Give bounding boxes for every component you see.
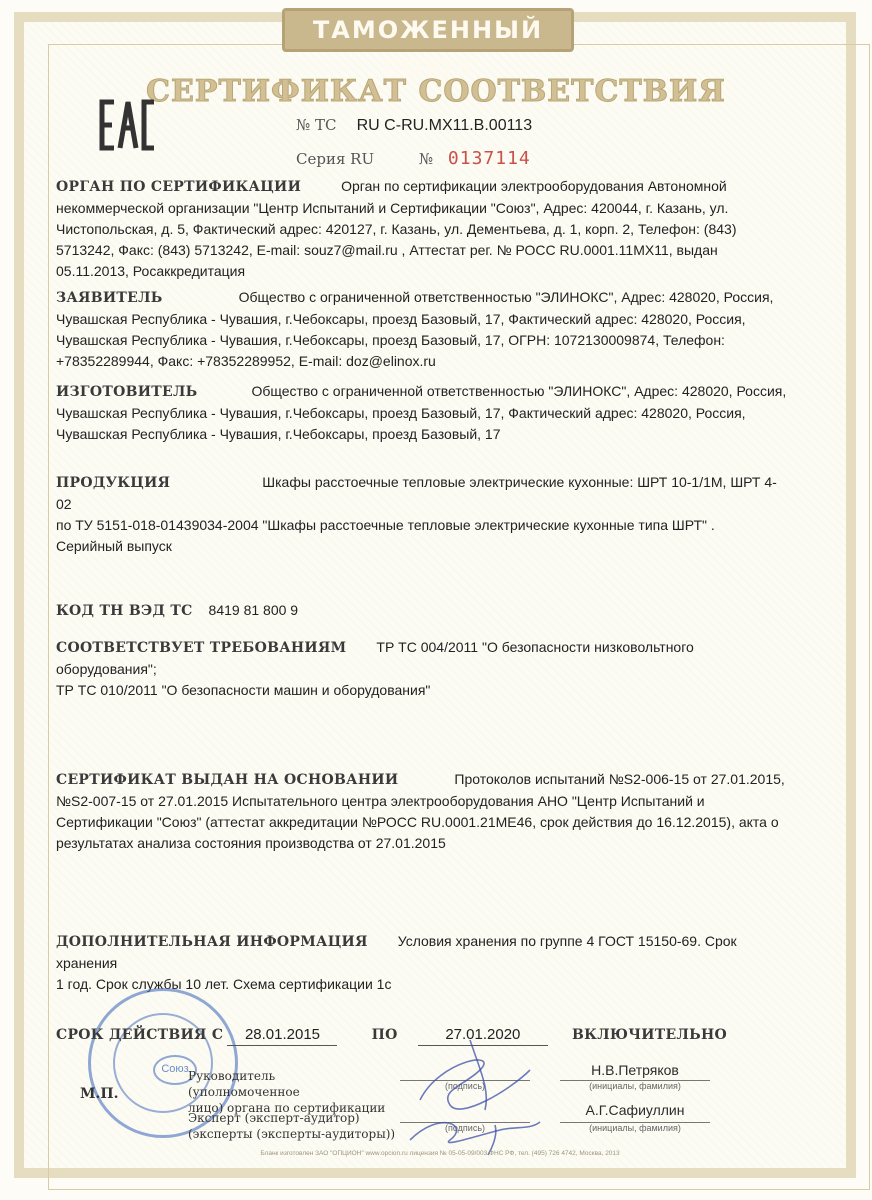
validity-date-to: 27.01.2020 (418, 1024, 548, 1046)
certificate-number: RU C-RU.MX11.B.00113 (356, 117, 533, 134)
section-manufacturer (56, 381, 792, 445)
section-header: ДОПОЛНИТЕЛЬНАЯ ИНФОРМАЦИЯ (56, 934, 368, 950)
section-header: ПРОДУКЦИЯ (56, 475, 171, 491)
section-product (56, 472, 792, 557)
validity-label-to: ПО (371, 1027, 398, 1043)
head-label-line1: Руководитель (уполномоченное (188, 1069, 300, 1099)
section-additional-info (56, 931, 792, 995)
expert-name-caption: (инициалы, фамилия) (589, 1123, 681, 1133)
section-text-first: Общество с ограниченной ответственностью "ЭЛИНОКС", Адрес: 428020, Россия, (238, 289, 774, 305)
expert-label (188, 1110, 408, 1142)
section-header: ОРГАН ПО СЕРТИФИКАЦИИ (56, 179, 302, 195)
validity-date-from: 28.01.2015 (227, 1024, 337, 1046)
form-number: 0137114 (447, 148, 531, 169)
expert-name-line (560, 1122, 710, 1133)
seal-place-label: М.П. (80, 1086, 119, 1102)
section-text: по ТУ 5151-018-01439034-2004 "Шкафы расстоечные тепловые электрические кухонные типа ШРТ" . (56, 517, 715, 533)
section-text: №S2-007-15 от 27.01.2015 Испытательного центра электрооборудования АНО "Центр Испытаний и Сертификации "Союз" (аттестат аккредитации №РОСС RU.0001.21МЕ46, срок действия до 16.12.2015), акта о результатах анализа состояния производства от 27.01.2015 (56, 793, 779, 851)
section-text: Чувашская Республика - Чувашия, г.Чебоксары, проезд Базовый, 17, Фактический адрес: 428020, Россия, Чувашская Республика - Чувашия, г.Чебоксары, проезд Базовый, 17, ОГРН: 1072130009874, Телефон: +78352289944, Факс: +78352289952, E-mail: doz@elinox.ru (56, 311, 746, 369)
section-certification-body (56, 176, 792, 282)
expert-signature-caption: (подпись) (444, 1123, 486, 1133)
handwritten-signatures (380, 1030, 560, 1160)
section-text: ТР ТС 010/2011 "О безопасности машин и оборудования" (56, 682, 431, 698)
section-issued-basis (56, 769, 792, 854)
validity-label-inclusive: ВКЛЮЧИТЕЛЬНО (572, 1027, 728, 1043)
section-header: ЗАЯВИТЕЛЬ (56, 290, 163, 306)
expert-name: А.Г.Сафиуллин (585, 1102, 685, 1118)
customs-union-banner: ТАМОЖЕННЫЙ СОЮЗ (282, 8, 574, 52)
section-requirements (56, 637, 792, 701)
section-text-first: Шкафы расстоечные тепловые электрические кухонные: ШРТ 10-1/1М, ШРТ 4-02 (56, 474, 777, 512)
stamp-center-logo: Союз (153, 1055, 197, 1085)
section-text-first: Общество с ограниченной ответственностью "ЭЛИНОКС", Адрес: 428020, Россия, (251, 383, 787, 399)
expert-label-line1: Эксперт (эксперт-аудитор) (188, 1111, 360, 1125)
section-header: КОД ТН ВЭД ТС (56, 603, 193, 619)
head-signature-caption: (подпись) (444, 1081, 486, 1091)
hs-code-value: 8419 81 800 9 (208, 602, 299, 618)
section-text-first: Протоколов испытаний №S2-006-15 от 27.01.2015, (454, 771, 785, 787)
section-text: Чувашская Республика - Чувашия, г.Чебоксары, проезд Базовый, 17, Фактический адрес: 428020, Россия, Чувашская Республика - Чувашия, г.Чебоксары, проезд Базовый, 17 (56, 405, 746, 442)
validity-label-from: СРОК ДЕЙСТВИЯ С (56, 1027, 224, 1043)
head-name: Н.В.Петряков (591, 1062, 679, 1078)
certificate-number-line (296, 116, 532, 135)
number-label: № ТС (296, 116, 337, 134)
section-text-first: Условия хранения по группе 4 ГОСТ 15150-69. Срок хранения (56, 933, 737, 971)
eac-logo (98, 96, 158, 154)
print-footer: Бланк изготовлен ЗАО "ОПЦИОН" www.opcion.ru лицензия № 05-05-09/003 ФНС РФ, тел. (495) 726 4742, Москва, 2013 (260, 1150, 620, 1157)
head-name-line (560, 1080, 710, 1091)
section-hs-code (56, 600, 792, 622)
head-name-caption: (инициалы, фамилия) (589, 1081, 681, 1091)
section-header: ИЗГОТОВИТЕЛЬ (56, 384, 198, 400)
section-header: СЕРТИФИКАТ ВЫДАН НА ОСНОВАНИИ (56, 772, 399, 788)
head-label (188, 1068, 388, 1116)
section-text-first: Орган по сертификации электрооборудования Автономной (341, 178, 727, 194)
certificate-title: СЕРТИФИКАТ СООТВЕТСТВИЯ (146, 74, 726, 109)
head-label-line2: лицо) органа по сертификации (188, 1101, 386, 1115)
section-applicant (56, 287, 792, 372)
section-text: 1 год. Срок службы 10 лет. Схема сертификации 1с (56, 976, 392, 992)
form-number-label: № (418, 150, 434, 168)
section-header: СООТВЕТСТВУЕТ ТРЕБОВАНИЯМ (56, 640, 347, 656)
section-text: некоммерческой организации "Центр Испытаний и Сертификации "Союз", Адрес: 420044, г. Казань, ул. Чистопольская, д. 5, Фактический адрес: 420127, г. Казань, ул. Дементьева, д. 1, корп. 2, Телефон: (843) 5713242, Факс: (843) 5713242, E-mail: souz7@mail.ru , Аттестат рег. № РОСС RU.0001.11MX11, выдан 05.11.2013, Росаккредитация (56, 200, 737, 279)
series-line (296, 148, 531, 169)
section-text-last: Серийный выпуск (56, 538, 172, 554)
section-text-first: ТР ТС 004/2011 "О безопасности низковольтного оборудования"; (56, 639, 694, 677)
series-label: Серия RU (296, 150, 375, 168)
expert-label-line2: (эксперты (эксперты-аудиторы)) (188, 1127, 396, 1141)
